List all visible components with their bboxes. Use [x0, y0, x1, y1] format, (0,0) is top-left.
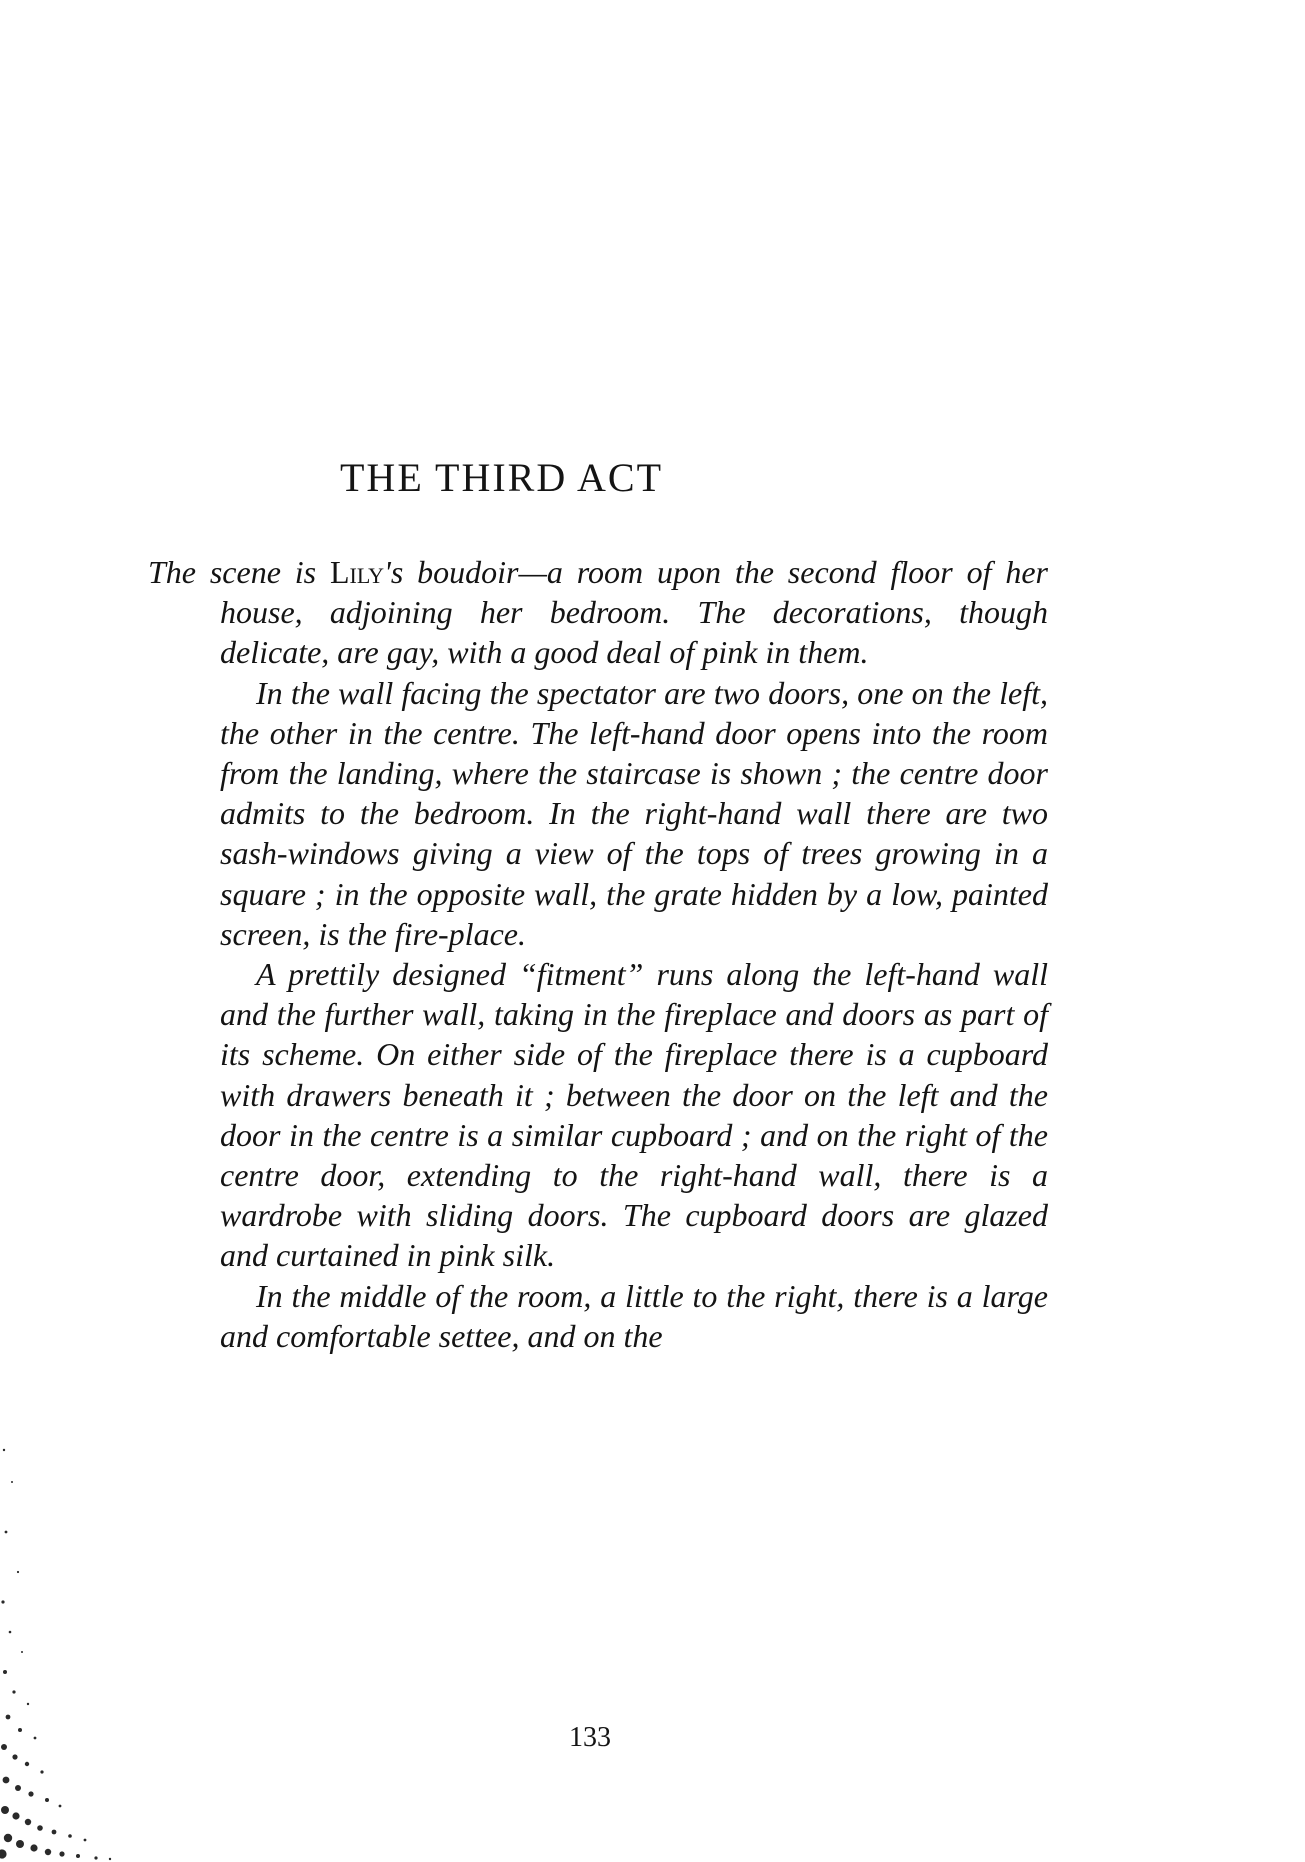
fitment-lead: A prettily designed — [256, 956, 519, 993]
settee-paragraph: In the middle of the room, a little to the right, there is a large and comfortable settee, and on the — [220, 1277, 1048, 1354]
doors-paragraph: In the wall facing the spectator are two doors, one on the left, the other in the centre. The left-hand door opens into the room from the landing, where the staircase is shown ; the centre door admits to the bedroom. In the right-hand wall there are two sash-windows giving a view of the tops of trees growing in a square ; in the opposite wall, the grate hidden by a low, painted screen, is the fire-place. — [220, 674, 1048, 952]
scan-noise-speckle — [0, 1442, 120, 1862]
character-name: Lily — [329, 554, 384, 590]
act-heading: THE THIRD ACT — [340, 455, 664, 500]
scene-lead: The scene is — [148, 554, 330, 590]
page-number: 133 — [569, 1722, 611, 1753]
stage-directions — [148, 552, 1048, 1356]
fitment-quoted: “fitment” — [518, 956, 644, 993]
scene-text: 's boudoir—a room upon the second floor of her house, adjoining her bedroom. The decorations, though delicate, are gay, with a good deal of pink in them. — [220, 554, 1049, 671]
fitment-paragraph — [148, 954, 1048, 1276]
fitment-text: runs along the left-hand wall and the further wall, taking in the fireplace and doors as part of its scheme. On either side of the fireplace there is a cupboard with drawers beneath it ; between the door on the left and the door in the centre is a similar cupboard ; and on the right of the centre door, extending to the right-hand wall, there is a wardrobe with sliding doors. The cupboard doors are glazed and curtained in pink silk. — [220, 956, 1049, 1274]
scene-paragraph — [148, 552, 1048, 673]
